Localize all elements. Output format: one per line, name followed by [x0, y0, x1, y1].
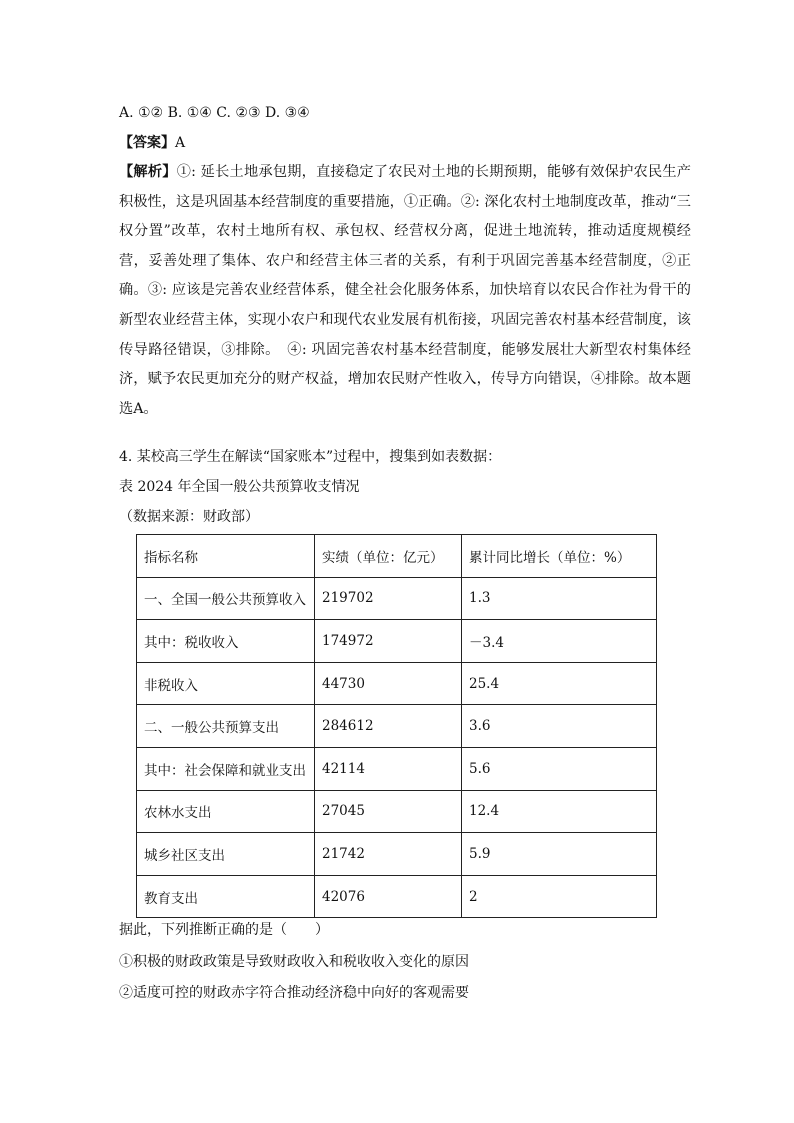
table-cell: 其中：社会保障和就业支出: [137, 747, 315, 790]
question-stem: 4. 某校高三学生在解读“国家账本”过程中，搜集到如表数据：: [119, 449, 502, 465]
table-row: [137, 577, 657, 620]
table-row: [137, 790, 657, 833]
header-cell: 实绩（单位：亿元）: [315, 535, 462, 578]
table-cell: 174972: [315, 620, 462, 663]
table-cell: 农林水支出: [137, 790, 315, 833]
table-header-row: [137, 535, 657, 578]
table-cell: －3.4: [462, 620, 657, 663]
table-row: [137, 833, 657, 876]
table-row: [137, 875, 657, 918]
table-cell: 教育支出: [137, 875, 315, 918]
analysis-text: ①: 延长土地承包期，直接稳定了农民对土地的长期预期，能够有效保护农民生产积极性，这是巩固基本经营制度的重要措施，①正确。②: 深化农村土地制度改革，推动“三权分置”改革，农村土地所有权、承包权、经营权分离，促进土地流转，推动适度规模经营，妥善处理了集体、农户和经营主体三者的关系，有利于巩固完善基本经营制度，②正确。③: 应该是完善农业经营体系，健全社会化服务体系，加快培育以农民合作社为骨干的新型农业经营主体，实现小农户和现代农业发展有机衔接，巩固完善农村基本经营制度，该传导路径错误，③排除。 ④: 巩固完善农村基本经营制度，能够发展壮大新型农村集体经济，赋予农民更加充分的财产权益，增加农民财产性收入，传导方向错误，④排除。故本题选A。: [119, 164, 691, 417]
table-cell: 27045: [315, 790, 462, 833]
analysis-paragraph: [119, 158, 691, 424]
table-cell: 219702: [315, 577, 462, 620]
table-row: [137, 747, 657, 790]
table-cell: 城乡社区支出: [137, 833, 315, 876]
table-cell: 5.9: [462, 833, 657, 876]
budget-table: [136, 534, 657, 918]
table-cell: 42114: [315, 747, 462, 790]
header-cell: 累计同比增长（单位：%）: [462, 535, 657, 578]
answer-label: 【答案】: [119, 135, 175, 151]
table-cell: 44730: [315, 662, 462, 705]
table-cell: 25.4: [462, 662, 657, 705]
table-cell: 其中：税收收入: [137, 620, 315, 663]
table-cell: 2: [462, 875, 657, 918]
question-prompt: 据此，下列推断正确的是（ ）: [119, 922, 329, 938]
table-row: [137, 705, 657, 748]
choice-item: ①积极的财政政策是导致财政收入和税收收入变化的原因: [119, 954, 469, 970]
answer-line: [119, 133, 185, 153]
table-cell: 284612: [315, 705, 462, 748]
table-cell: 一、全国一般公共预算收入: [137, 577, 315, 620]
choice-item: ②适度可控的财政赤字符合推动经济稳中向好的客观需要: [119, 985, 469, 1001]
table-cell: 二、一般公共预算支出: [137, 705, 315, 748]
table-cell: 5.6: [462, 747, 657, 790]
table-cell: 3.6: [462, 705, 657, 748]
table-row: [137, 662, 657, 705]
analysis-label: 【解析】: [119, 164, 177, 180]
table-cell: 1.3: [462, 577, 657, 620]
table-cell: 12.4: [462, 790, 657, 833]
answer-value: A: [175, 135, 186, 151]
table-cell: 21742: [315, 833, 462, 876]
table-cell: 42076: [315, 875, 462, 918]
options-line: A. ①② B. ①④ C. ②③ D. ③④: [119, 105, 310, 121]
table-row: [137, 620, 657, 663]
table-title: 表 2024 年全国一般公共预算收支情况: [119, 479, 360, 495]
header-cell: 指标名称: [137, 535, 315, 578]
table-source: （数据来源：财政部）: [119, 509, 259, 525]
table-cell: 非税收入: [137, 662, 315, 705]
